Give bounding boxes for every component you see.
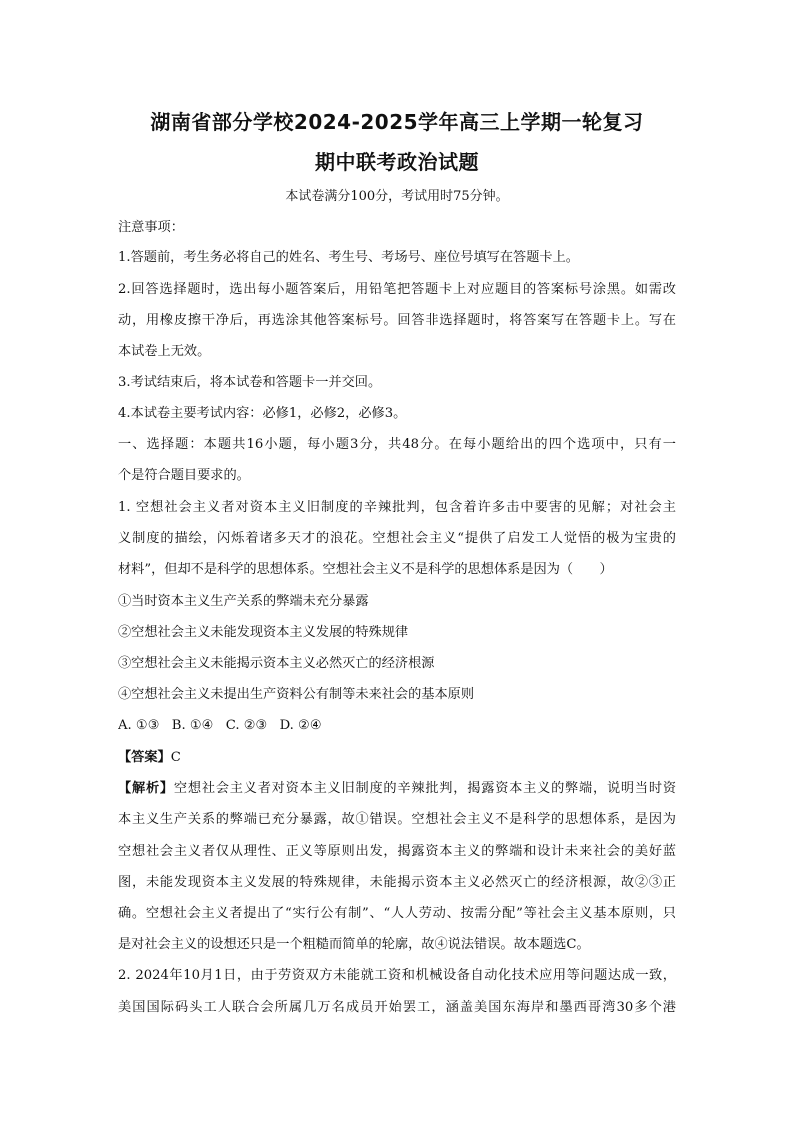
q1-option-b: B. ①④ xyxy=(171,718,214,733)
section-heading-line2: 个是符合题目要求的。 xyxy=(118,468,250,483)
q1-stem-line3: 材料”，但却不是科学的思想体系。空想社会主义不是科学的思想体系是因为（ ） xyxy=(118,562,613,577)
q1-analysis-line4: 图，未能发现资本主义发展的特殊规律，未能揭示资本主义必然灭亡的经济根源，故②③正 xyxy=(118,875,676,890)
notice-item-2-line3: 本试卷上无效。 xyxy=(118,344,211,359)
q1-statement-3: ③空想社会主义未能揭示资本主义必然灭亡的经济根源 xyxy=(118,656,435,671)
notice-item-3: 3.考试结束后，将本试卷和答题卡一并交回。 xyxy=(118,375,382,390)
notice-item-1: 1.答题前，考生务必将自己的姓名、考生号、考场号、座位号填写在答题卡上。 xyxy=(118,250,579,265)
document-title-line2: 期中联考政治试题 xyxy=(315,150,479,174)
notice-heading: 注意事项： xyxy=(118,220,184,235)
answer-value: C xyxy=(170,750,181,765)
document-title-line1: 湖南省部分学校2024-2025学年高三上学期一轮复习 xyxy=(150,110,644,134)
analysis-text-1: 空想社会主义者对资本主义旧制度的辛辣批判，揭露资本主义的弊端，说明当时资 xyxy=(173,781,676,796)
q1-stem-line2: 义制度的描绘，闪烁着诸多天才的浪花。空想社会主义“提供了启发工人觉悟的极为宝贵的 xyxy=(118,531,676,546)
q1-analysis-line5: 确。空想社会主义者提出了“实行公有制”、“人人劳动、按需分配”等社会主义基本原则，只 xyxy=(118,906,676,921)
q1-stem-line1: 1. 空想社会主义者对资本主义旧制度的辛辣批判，包含着许多击中要害的见解；对社会主 xyxy=(118,500,676,515)
q1-analysis-line6: 是对社会主义的设想还只是一个粗糙而简单的轮廓，故④说法错误。故本题选C。 xyxy=(118,937,590,952)
q1-option-a: A. ①③ xyxy=(118,718,160,733)
section-heading-line1: 一、选择题：本题共16小题，每小题3分，共48分。在每小题给出的四个选项中，只有一 xyxy=(118,437,676,452)
q1-statement-4: ④空想社会主义未提出生产资料公有制等未来社会的基本原则 xyxy=(118,687,475,702)
q1-answer xyxy=(118,748,676,768)
q1-analysis-line3: 空想社会主义者仅从理性、正义等原则出发，揭露资本主义的弊端和设计未来社会的美好蓝 xyxy=(118,844,676,859)
q1-analysis-line2: 本主义生产关系的弊端已充分暴露，故①错误。空想社会主义不是科学的思想体系，是因为 xyxy=(118,812,676,827)
q1-option-d: D. ②④ xyxy=(279,718,322,733)
q1-statement-1: ①当时资本主义生产关系的弊端未充分暴露 xyxy=(118,594,369,609)
exam-info: 本试卷满分100分，考试用时75分钟。 xyxy=(285,189,509,204)
q1-analysis-line1 xyxy=(118,779,676,799)
notice-item-2-line1: 2.回答选择题时，选出每小题答案后，用铅笔把答题卡上对应题目的答案标号涂黑。如需改 xyxy=(118,282,676,297)
q2-stem-line2: 美国国际码头工人联合会所属几万名成员开始罢工，涵盖美国东海岸和墨西哥湾30多个港 xyxy=(118,1000,676,1015)
q1-options xyxy=(118,716,676,736)
answer-label: 【答案】 xyxy=(118,750,171,765)
q1-statement-2: ②空想社会主义未能发现资本主义发展的特殊规律 xyxy=(118,625,409,640)
notice-item-4: 4.本试卷主要考试内容：必修1，必修2，必修3。 xyxy=(118,406,407,421)
q1-option-c: C. ②③ xyxy=(225,718,268,733)
notice-item-2-line2: 动，用橡皮擦干净后，再选涂其他答案标号。回答非选择题时，将答案写在答题卡上。写在 xyxy=(118,313,676,328)
analysis-label: 【解析】 xyxy=(118,781,174,796)
q2-stem-line1: 2. 2024年10月1日，由于劳资双方未能就工资和机械设备自动化技术应用等问题达成一致， xyxy=(118,968,676,983)
